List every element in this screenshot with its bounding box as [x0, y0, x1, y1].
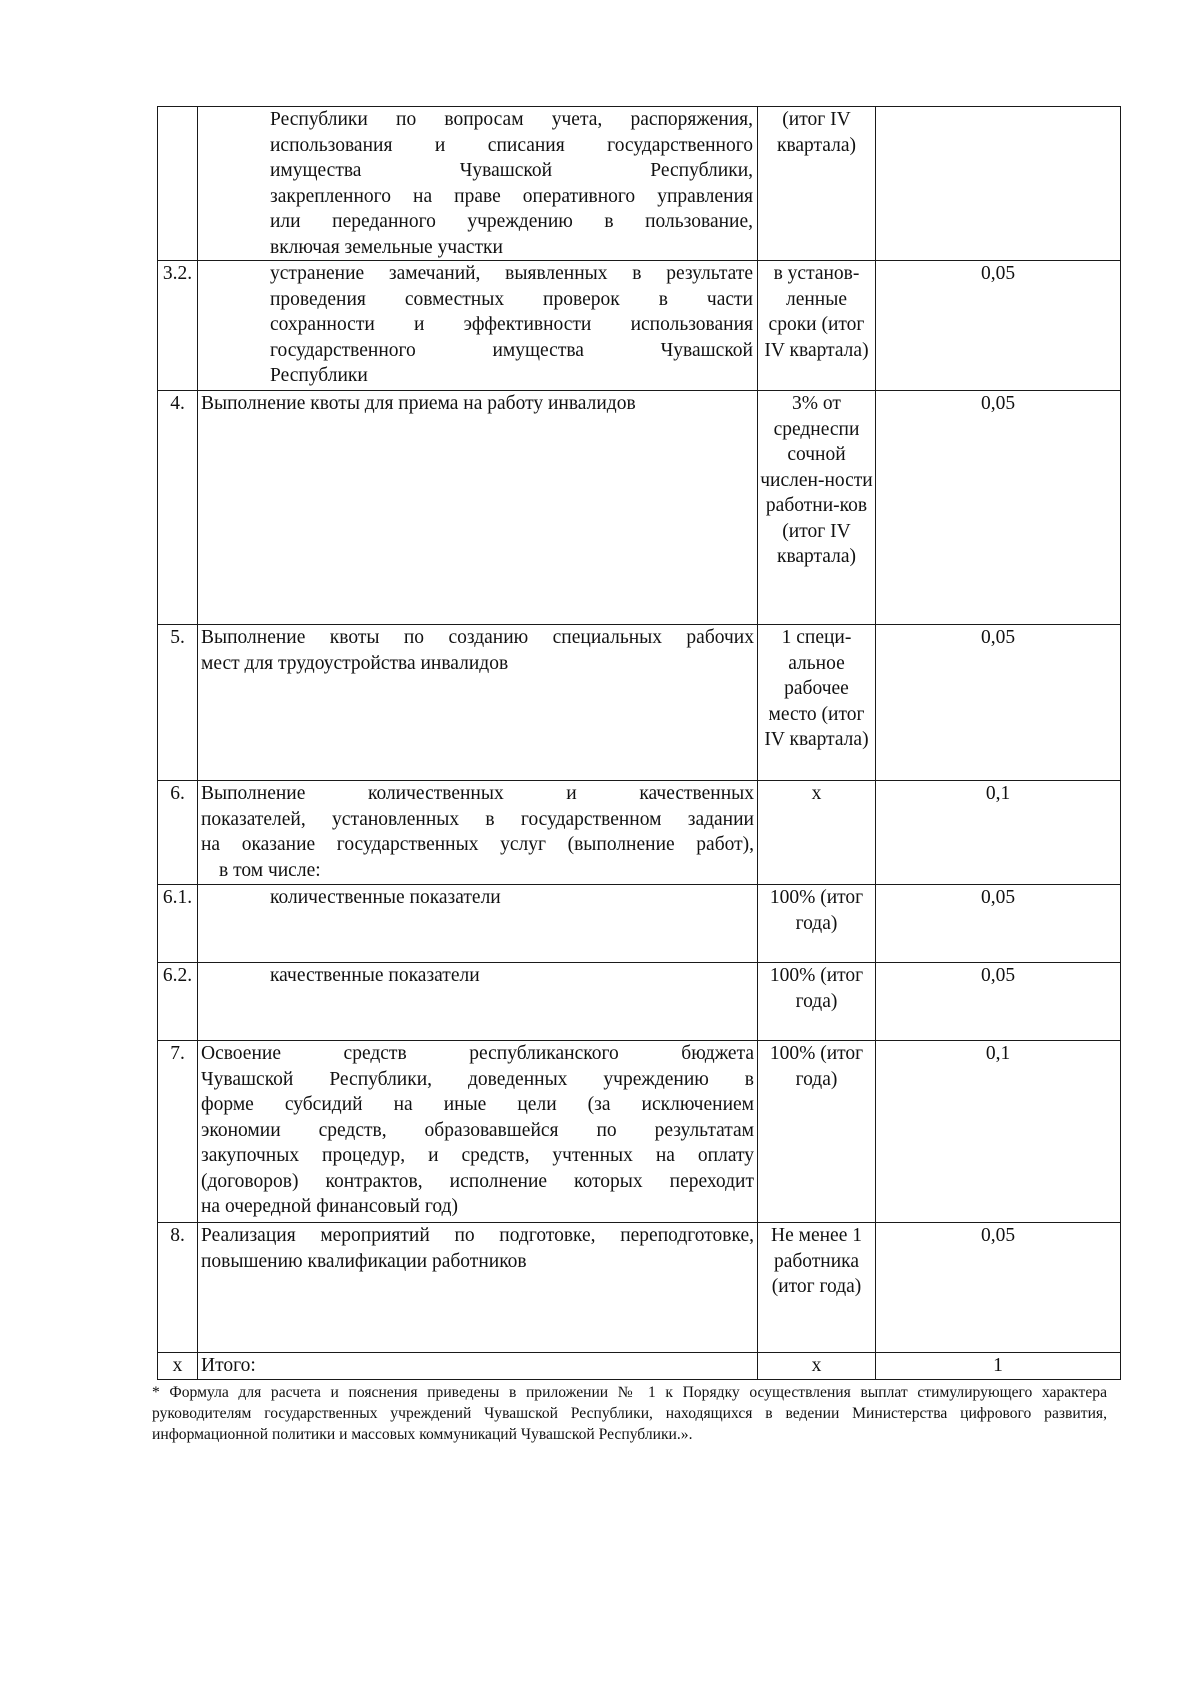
row-name: Реализация мероприятий по подготовке, переподготовке, повышению квалификации работников [198, 1223, 758, 1353]
footnote: * Формула для расчета и пояснения приведены в приложении № 1 к Порядку осуществления выплат стимулирующего характера руководителям государственных учреждений Чувашской Республики, находящихся в ведении Министерства цифрового развития, информационной политики и массовых коммуникаций Чувашской Республики.». [152, 1384, 1107, 1443]
row-weight: 0,05 [876, 261, 1121, 391]
table-row [158, 391, 1121, 625]
row-weight: 0,1 [876, 1041, 1121, 1223]
row-term: 100% (итог года) [758, 963, 876, 1041]
row-name: Республики по вопросам учета, распоряжения, использования и списания государственного имущества Чувашской Республики, закрепленного на праве оперативного управления или переданного учреждению в пользование, включая земельные участки [198, 107, 758, 261]
row-number: 6. [158, 781, 198, 885]
row-name: Выполнение квоты для приема на работу инвалидов [198, 391, 758, 625]
row-term: 3% от среднеспи сочной числен-ности работни-ков (итог IV квартала) [758, 391, 876, 625]
row-number: 7. [158, 1041, 198, 1223]
table-row-continuation [158, 107, 1121, 261]
table-row [158, 625, 1121, 781]
total-term: х [758, 1353, 876, 1380]
row-name: Выполнение квоты по созданию специальных рабочих мест для трудоустройства инвалидов [198, 625, 758, 781]
row-weight: 0,1 [876, 781, 1121, 885]
table-row [158, 885, 1121, 963]
row-term: Не менее 1 работника (итог года) [758, 1223, 876, 1353]
row-term: х [758, 781, 876, 885]
total-number: х [158, 1353, 198, 1380]
row-name: Выполнение количественных и качественных показателей, установленных в государственном задании на оказание государственных услуг (выполнение работ), в том числе: [198, 781, 758, 885]
row-weight: 0,05 [876, 885, 1121, 963]
row-weight: 0,05 [876, 1223, 1121, 1353]
row-name: Освоение средств республиканского бюджета Чувашской Республики, доведенных учреждению в форме субсидий на иные цели (за исключением экономии средств, образовавшейся по результатам закупочных процедур, и средств, учтенных на оплату (договоров) контрактов, исполнение которых переходит на очередной финансовый год) [198, 1041, 758, 1223]
table-row [158, 261, 1121, 391]
row-term: (итог IV квартала) [758, 107, 876, 261]
row-term: 100% (итог года) [758, 885, 876, 963]
criteria-table [157, 106, 1121, 1380]
row-weight [876, 107, 1121, 261]
row-term: 1 специ-альное рабочее место (итог IV квартала) [758, 625, 876, 781]
row-number: 6.2. [158, 963, 198, 1041]
total-weight: 1 [876, 1353, 1121, 1380]
row-number: 8. [158, 1223, 198, 1353]
row-name: количественные показатели [198, 885, 758, 963]
row-term: в установ-ленные сроки (итог IV квартала) [758, 261, 876, 391]
row-name: устранение замечаний, выявленных в результате проведения совместных проверок в части сохранности и эффективности использования государственного имущества Чувашской Республики [198, 261, 758, 391]
row-number: 4. [158, 391, 198, 625]
row-weight: 0,05 [876, 625, 1121, 781]
table-row [158, 1223, 1121, 1353]
total-label: Итого: [198, 1353, 758, 1380]
row-number: 6.1. [158, 885, 198, 963]
row-number: 5. [158, 625, 198, 781]
row-weight: 0,05 [876, 391, 1121, 625]
row-term: 100% (итог года) [758, 1041, 876, 1223]
row-weight: 0,05 [876, 963, 1121, 1041]
row-number [158, 107, 198, 261]
table-row [158, 1041, 1121, 1223]
table-row [158, 963, 1121, 1041]
row-name: качественные показатели [198, 963, 758, 1041]
row-number: 3.2. [158, 261, 198, 391]
table-row-total [158, 1353, 1121, 1380]
table-row [158, 781, 1121, 885]
